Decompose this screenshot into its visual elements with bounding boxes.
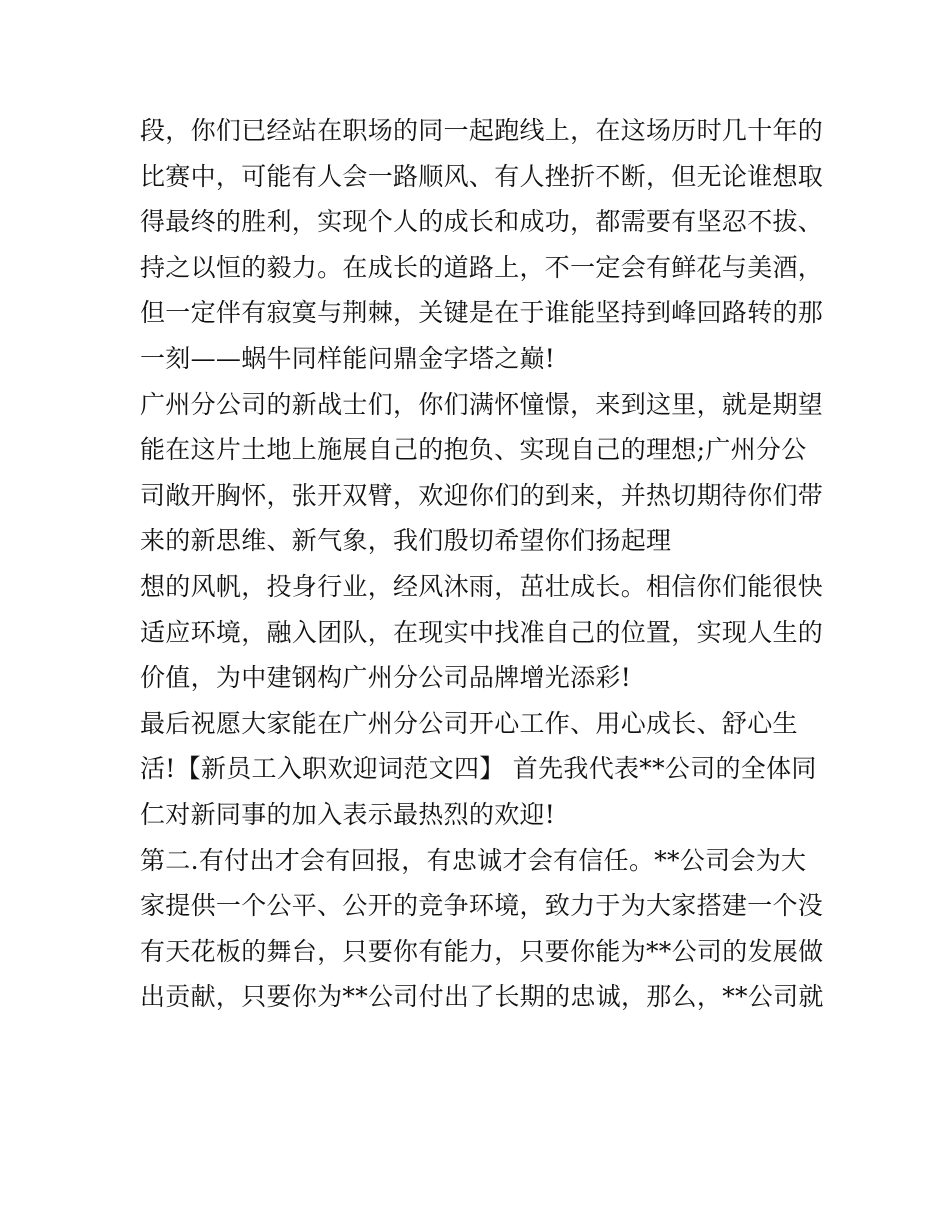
text-line: 广州分公司的新战士们，你们满怀憧憬，来到这里，就是期望 — [140, 389, 824, 419]
text-line: 得最终的胜利，实现个人的成长和成功，都需要有坚忍不拔、 — [140, 207, 824, 237]
text-line: 家提供一个公平、公开的竞争环境，致力于为大家搭建一个没 — [140, 891, 824, 921]
text-line: 适应环境，融入团队，在现实中找准自己的位置，实现人生的 — [140, 617, 824, 647]
text-line: 仁对新同事的加入表示最热烈的欢迎! — [140, 799, 556, 829]
text-line: 活!【新员工入职欢迎词范文四】 首先我代表**公司的全体同 — [140, 754, 817, 784]
text-line: 但一定伴有寂寞与荆棘，关键是在于谁能坚持到峰回路转的那 — [140, 298, 824, 328]
text-line: 有天花板的舞台，只要你有能力，只要你能为**公司的发展做 — [140, 936, 824, 966]
text-line: 来的新思维、新气象，我们殷切希望你们扬起理 — [140, 526, 672, 556]
text-line: 出贡献，只要你为**公司付出了长期的忠诚，那么，**公司就 — [140, 982, 824, 1012]
text-line: 想的风帆，投身行业，经风沐雨，茁壮成长。相信你们能很快 — [140, 571, 824, 601]
document-body — [140, 108, 830, 1020]
text-line: 能在这片土地上施展自己的抱负、实现自己的理想;广州分公 — [140, 435, 807, 465]
text-line: 第二.有付出才会有回报，有忠诚才会有信任。**公司会为大 — [140, 845, 807, 875]
text-line: 价值，为中建钢构广州分公司品牌增光添彩! — [140, 663, 632, 693]
text-line: 最后祝愿大家能在广州分公司开心工作、用心成长、舒心生 — [140, 708, 798, 738]
text-line: 一刻——蜗牛同样能问鼎金字塔之巅! — [140, 343, 556, 373]
text-line: 段，你们已经站在职场的同一起跑线上，在这场历时几十年的 — [140, 116, 824, 145]
text-line: 比赛中，可能有人会一路顺风、有人挫折不断，但无论谁想取 — [140, 161, 824, 191]
text-line: 司敞开胸怀，张开双臂，欢迎你们的到来，并热切期待你们带 — [140, 480, 824, 510]
text-line: 持之以恒的毅力。在成长的道路上，不一定会有鲜花与美酒， — [140, 252, 824, 282]
